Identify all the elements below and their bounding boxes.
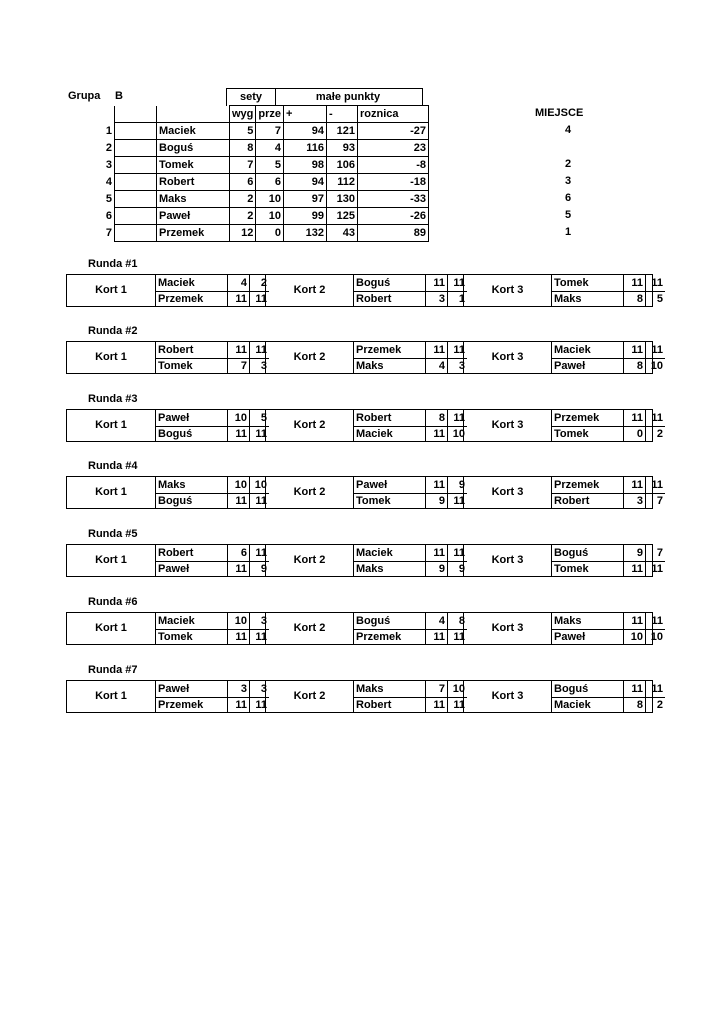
- court-label: Kort 1: [95, 486, 127, 498]
- set-score: 11: [227, 291, 249, 307]
- court-label: Kort 3: [463, 681, 551, 712]
- place-value: 5: [565, 209, 572, 221]
- row-divider: [551, 291, 665, 292]
- points-diff: 23: [358, 140, 429, 157]
- set-score: 11: [645, 613, 665, 629]
- match-player: Robert: [353, 697, 425, 713]
- sets-lost: 5: [256, 157, 284, 174]
- round-table: [66, 544, 663, 577]
- court-label: Kort 3: [463, 545, 551, 576]
- set-score: 11: [425, 545, 447, 561]
- match-player: Przemek: [155, 291, 227, 307]
- set-score: 2: [645, 426, 665, 442]
- row-divider: [353, 561, 467, 562]
- set-score: 10: [249, 477, 269, 493]
- court-label: Kort 3: [463, 275, 551, 306]
- set-score: 3: [425, 291, 447, 307]
- round-title: Runda #7: [88, 664, 138, 676]
- points-diff: -8: [358, 157, 429, 174]
- points-diff: -18: [358, 174, 429, 191]
- row-divider: [155, 697, 269, 698]
- points-plus: 116: [284, 140, 327, 157]
- match-player: Boguś: [551, 545, 623, 561]
- set-score: 11: [249, 291, 269, 307]
- place-value: 6: [565, 192, 572, 204]
- set-score: 11: [645, 410, 665, 426]
- set-score: 11: [249, 629, 269, 645]
- row-marker: [115, 208, 157, 225]
- match-player: Tomek: [155, 358, 227, 374]
- standings-row: [100, 225, 429, 242]
- match-player: Maks: [353, 358, 425, 374]
- points-diff: 89: [358, 225, 429, 242]
- set-score: 8: [623, 291, 645, 307]
- row-divider: [353, 493, 467, 494]
- row-marker: [115, 225, 157, 242]
- row-number: 5: [105, 193, 112, 205]
- set-score: 11: [623, 613, 645, 629]
- set-score: 11: [425, 697, 447, 713]
- header-male-punkty: małe punkty: [274, 88, 423, 106]
- place-value: 3: [565, 175, 572, 187]
- points-plus: 99: [284, 208, 327, 225]
- court-label: Kort 1: [95, 284, 127, 296]
- sets-won: 12: [230, 225, 256, 242]
- court-label: Kort 2: [265, 275, 353, 306]
- match-player: Robert: [353, 291, 425, 307]
- set-score: 9: [249, 561, 269, 577]
- set-score: 10: [227, 410, 249, 426]
- set-score: 7: [425, 681, 447, 697]
- set-score: 10: [227, 613, 249, 629]
- standings-row: [100, 157, 429, 174]
- court-label: Kort 3: [463, 342, 551, 373]
- round-title: Runda #1: [88, 258, 138, 270]
- court-label: Kort 2: [265, 613, 353, 644]
- match-player: Boguś: [155, 493, 227, 509]
- set-score: 3: [447, 358, 467, 374]
- match-player: Paweł: [155, 681, 227, 697]
- round-title: Runda #5: [88, 528, 138, 540]
- row-marker: [115, 191, 157, 208]
- round-title: Runda #4: [88, 460, 138, 472]
- match-player: Przemek: [551, 477, 623, 493]
- sets-lost: 7: [256, 123, 284, 140]
- set-score: 7: [645, 493, 665, 509]
- match-player: Boguś: [551, 681, 623, 697]
- player-name: Maciek: [157, 123, 230, 140]
- set-score: 4: [227, 275, 249, 291]
- row-divider: [551, 561, 665, 562]
- set-score: 10: [447, 426, 467, 442]
- place-value: 4: [565, 124, 572, 136]
- set-score: 11: [249, 493, 269, 509]
- standings-row: [100, 174, 429, 191]
- match-player: Przemek: [155, 697, 227, 713]
- set-score: 11: [227, 493, 249, 509]
- player-name: Przemek: [157, 225, 230, 242]
- row-divider: [353, 291, 467, 292]
- set-score: 3: [227, 681, 249, 697]
- set-score: 11: [249, 545, 269, 561]
- sets-lost: 4: [256, 140, 284, 157]
- row-number: 1: [105, 125, 112, 137]
- sets-won: 2: [230, 191, 256, 208]
- set-score: 10: [645, 629, 665, 645]
- set-score: 11: [447, 342, 467, 358]
- set-score: 11: [447, 410, 467, 426]
- set-score: 3: [623, 493, 645, 509]
- row-number: 3: [105, 159, 112, 171]
- match-player: Robert: [353, 410, 425, 426]
- match-player: Maks: [353, 681, 425, 697]
- set-score: 2: [645, 697, 665, 713]
- standings-subheader-row: [100, 106, 429, 123]
- match-player: Maciek: [155, 613, 227, 629]
- points-plus: 132: [284, 225, 327, 242]
- court-label: Kort 1: [95, 554, 127, 566]
- round-title: Runda #6: [88, 596, 138, 608]
- set-score: 11: [447, 545, 467, 561]
- standings-table: [100, 105, 429, 242]
- match-player: Paweł: [551, 358, 623, 374]
- set-score: 11: [425, 342, 447, 358]
- row-marker: [115, 140, 157, 157]
- match-player: Paweł: [155, 410, 227, 426]
- match-player: Maciek: [353, 426, 425, 442]
- group-name: B: [115, 90, 123, 102]
- round-table: [66, 612, 663, 645]
- header-sety: sety: [226, 88, 276, 106]
- row-divider: [551, 697, 665, 698]
- header-prze: prze: [256, 106, 284, 123]
- set-score: 11: [447, 629, 467, 645]
- court-label: Kort 2: [265, 681, 353, 712]
- set-score: 11: [447, 697, 467, 713]
- set-score: 3: [249, 681, 269, 697]
- header-roznica: roznica: [358, 106, 429, 123]
- row-divider: [551, 426, 665, 427]
- sets-lost: 6: [256, 174, 284, 191]
- place-value: 2: [565, 158, 572, 170]
- set-score: 11: [227, 426, 249, 442]
- set-score: 7: [645, 545, 665, 561]
- round-title: Runda #3: [88, 393, 138, 405]
- match-player: Boguś: [353, 613, 425, 629]
- set-score: 4: [425, 358, 447, 374]
- row-divider: [155, 426, 269, 427]
- standings-row: [100, 191, 429, 208]
- points-diff: -33: [358, 191, 429, 208]
- points-minus: 130: [327, 191, 358, 208]
- standings-row: [100, 123, 429, 140]
- round-table: [66, 476, 663, 509]
- place-value: 1: [565, 226, 572, 238]
- set-score: 2: [249, 275, 269, 291]
- set-score: 1: [447, 291, 467, 307]
- points-plus: 98: [284, 157, 327, 174]
- set-score: 11: [623, 681, 645, 697]
- match-player: Paweł: [353, 477, 425, 493]
- match-player: Maks: [551, 291, 623, 307]
- set-score: 11: [645, 275, 665, 291]
- set-score: 9: [447, 477, 467, 493]
- set-score: 11: [645, 342, 665, 358]
- match-player: Robert: [155, 342, 227, 358]
- set-score: 11: [645, 681, 665, 697]
- set-score: 10: [645, 358, 665, 374]
- set-score: 11: [249, 426, 269, 442]
- round-table: [66, 409, 663, 442]
- set-score: 9: [425, 493, 447, 509]
- set-score: 0: [623, 426, 645, 442]
- match-player: Boguś: [353, 275, 425, 291]
- round-table: [66, 274, 663, 307]
- points-minus: 93: [327, 140, 358, 157]
- set-score: 3: [249, 358, 269, 374]
- sets-won: 6: [230, 174, 256, 191]
- set-score: 6: [227, 545, 249, 561]
- set-score: 11: [623, 561, 645, 577]
- set-score: 11: [623, 410, 645, 426]
- group-label: Grupa: [68, 90, 101, 102]
- set-score: 11: [227, 561, 249, 577]
- set-score: 9: [623, 545, 645, 561]
- match-player: Przemek: [551, 410, 623, 426]
- player-name: Boguś: [157, 140, 230, 157]
- header-plus: +: [284, 106, 327, 123]
- round-table: [66, 680, 663, 713]
- sets-lost: 10: [256, 208, 284, 225]
- set-score: 11: [447, 493, 467, 509]
- court-label: Kort 1: [95, 419, 127, 431]
- row-divider: [551, 358, 665, 359]
- match-player: Paweł: [155, 561, 227, 577]
- points-minus: 112: [327, 174, 358, 191]
- set-score: 11: [645, 477, 665, 493]
- match-player: Przemek: [353, 629, 425, 645]
- sets-lost: 10: [256, 191, 284, 208]
- row-divider: [353, 358, 467, 359]
- set-score: 11: [425, 629, 447, 645]
- court-label: Kort 1: [95, 690, 127, 702]
- row-number: 6: [105, 210, 112, 222]
- round-table: [66, 341, 663, 374]
- round-title: Runda #2: [88, 325, 138, 337]
- match-player: Maciek: [155, 275, 227, 291]
- player-name: Maks: [157, 191, 230, 208]
- set-score: 11: [425, 477, 447, 493]
- set-score: 11: [249, 697, 269, 713]
- set-score: 11: [249, 342, 269, 358]
- set-score: 10: [447, 681, 467, 697]
- set-score: 8: [425, 410, 447, 426]
- sets-won: 2: [230, 208, 256, 225]
- sets-won: 8: [230, 140, 256, 157]
- match-player: Robert: [155, 545, 227, 561]
- set-score: 11: [447, 275, 467, 291]
- set-score: 11: [227, 342, 249, 358]
- match-player: Boguś: [155, 426, 227, 442]
- match-player: Tomek: [551, 561, 623, 577]
- row-number: 2: [105, 142, 112, 154]
- points-minus: 106: [327, 157, 358, 174]
- court-label: Kort 3: [463, 477, 551, 508]
- player-name: Tomek: [157, 157, 230, 174]
- match-player: Tomek: [155, 629, 227, 645]
- points-minus: 43: [327, 225, 358, 242]
- set-score: 8: [623, 697, 645, 713]
- row-divider: [353, 426, 467, 427]
- row-marker: [115, 157, 157, 174]
- points-plus: 97: [284, 191, 327, 208]
- set-score: 11: [425, 275, 447, 291]
- set-score: 10: [623, 629, 645, 645]
- court-label: Kort 1: [95, 622, 127, 634]
- set-score: 8: [623, 358, 645, 374]
- court-label: Kort 2: [265, 342, 353, 373]
- match-player: Maciek: [551, 342, 623, 358]
- set-score: 11: [425, 426, 447, 442]
- points-minus: 125: [327, 208, 358, 225]
- row-marker: [115, 174, 157, 191]
- row-divider: [155, 358, 269, 359]
- row-divider: [155, 629, 269, 630]
- match-player: Maks: [551, 613, 623, 629]
- match-player: Tomek: [353, 493, 425, 509]
- player-name: Paweł: [157, 208, 230, 225]
- set-score: 11: [623, 342, 645, 358]
- set-score: 10: [227, 477, 249, 493]
- row-divider: [155, 561, 269, 562]
- set-score: 3: [249, 613, 269, 629]
- points-minus: 121: [327, 123, 358, 140]
- set-score: 8: [447, 613, 467, 629]
- match-player: Maciek: [551, 697, 623, 713]
- match-player: Maciek: [353, 545, 425, 561]
- set-score: 11: [623, 275, 645, 291]
- header-minus: -: [327, 106, 358, 123]
- set-score: 11: [645, 561, 665, 577]
- player-name: Robert: [157, 174, 230, 191]
- row-divider: [155, 291, 269, 292]
- match-player: Maks: [353, 561, 425, 577]
- row-divider: [551, 629, 665, 630]
- row-divider: [551, 493, 665, 494]
- set-score: 11: [227, 697, 249, 713]
- match-player: Paweł: [551, 629, 623, 645]
- header-miejsce: MIEJSCE: [535, 107, 584, 119]
- sets-won: 7: [230, 157, 256, 174]
- match-player: Maks: [155, 477, 227, 493]
- row-number: 7: [105, 227, 112, 239]
- set-score: 11: [227, 629, 249, 645]
- court-label: Kort 3: [463, 613, 551, 644]
- match-player: Tomek: [551, 275, 623, 291]
- court-label: Kort 1: [95, 351, 127, 363]
- set-score: 9: [447, 561, 467, 577]
- match-player: Robert: [551, 493, 623, 509]
- row-marker: [115, 123, 157, 140]
- sets-lost: 0: [256, 225, 284, 242]
- match-player: Tomek: [551, 426, 623, 442]
- court-label: Kort 2: [265, 410, 353, 441]
- sets-won: 5: [230, 123, 256, 140]
- court-label: Kort 2: [265, 477, 353, 508]
- standings-row: [100, 208, 429, 225]
- points-diff: -27: [358, 123, 429, 140]
- row-number: 4: [105, 176, 112, 188]
- points-diff: -26: [358, 208, 429, 225]
- standings-row: [100, 140, 429, 157]
- row-divider: [155, 493, 269, 494]
- points-plus: 94: [284, 123, 327, 140]
- set-score: 11: [623, 477, 645, 493]
- row-divider: [353, 697, 467, 698]
- set-score: 9: [425, 561, 447, 577]
- match-player: Przemek: [353, 342, 425, 358]
- points-plus: 94: [284, 174, 327, 191]
- set-score: 7: [227, 358, 249, 374]
- set-score: 4: [425, 613, 447, 629]
- court-label: Kort 3: [463, 410, 551, 441]
- court-label: Kort 2: [265, 545, 353, 576]
- set-score: 5: [249, 410, 269, 426]
- row-divider: [353, 629, 467, 630]
- header-wyg: wyg: [230, 106, 256, 123]
- set-score: 5: [645, 291, 665, 307]
